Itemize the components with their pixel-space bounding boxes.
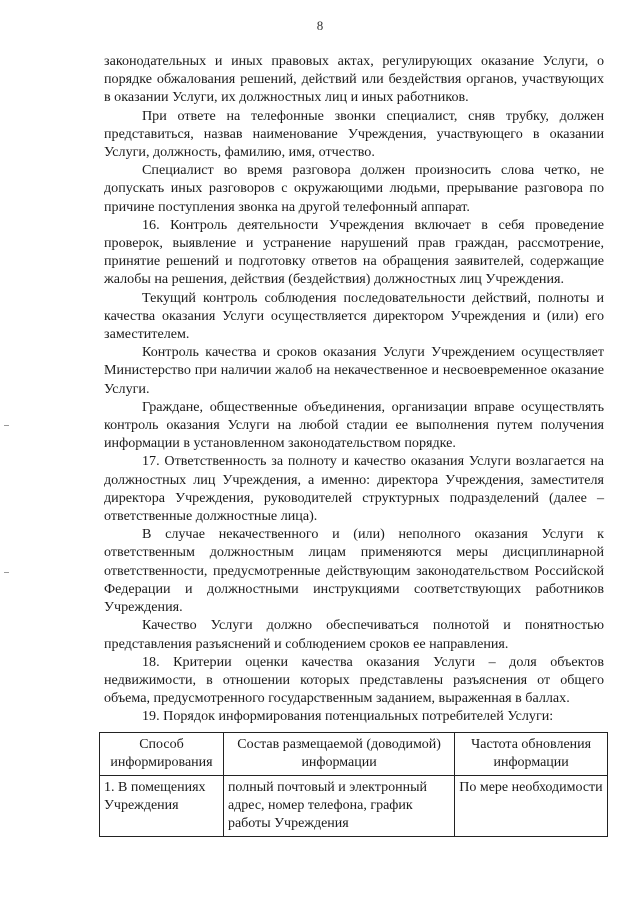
paragraph: При ответе на телефонные звонки специалист, сняв трубку, должен представиться, назвав наименование Учреждения, участвующего в оказании Услуги, должность, фамилию, имя, отчество. — [104, 107, 604, 161]
document-body — [104, 52, 604, 726]
page-number: 8 — [316, 18, 324, 33]
paragraph: 19. Порядок информирования потенциальных потребителей Услуги: — [142, 708, 554, 725]
paragraph: 18. Критерии оценки качества оказания Услуги – доля объектов недвижимости, в отношении которых представлены разъяснения от общего объема, предусмотренного государственным заданием, выраженная в баллах. — [104, 653, 604, 707]
margin-mark — [4, 425, 9, 426]
table-cell: По мере необходимости — [455, 776, 608, 837]
paragraph: Текущий контроль соблюдения последовательности действий, полноты и качества оказания Услуги осуществляется директором Учреждения и (или) его заместителем. — [104, 289, 604, 343]
table-header-row — [100, 733, 608, 776]
table-row — [100, 776, 608, 837]
paragraph: Качество Услуги должно обеспечиваться полнотой и понятностью представления разъяснений и соблюдением сроков ее направления. — [104, 617, 604, 652]
paragraph: законодательных и иных правовых актах, регулирующих оказание Услуги, о порядке обжалования решений, действий или бездействия органов, участвующих в оказании Услуги, их должностных лиц и иных работников. — [104, 53, 604, 106]
paragraph: Контроль качества и сроков оказания Услуги Учреждением осуществляет Министерство при наличии жалоб на некачественное и несвоевременное оказание Услуги. — [104, 344, 604, 397]
paragraph: 17. Ответственность за полноту и качество оказания Услуги возлагается на должностных лиц Учреждения, а именно: директора Учреждения, заместителя директора Учреждения, руководителей структурных подразделений (далее – ответственные должностные лица). — [104, 453, 604, 525]
margin-mark — [4, 572, 9, 573]
paragraph: Граждане, общественные объединения, организации вправе осуществлять контроль оказания Услуги на любой стадии ее выполнения путем получения информации в установленном законодательством порядке. — [104, 398, 604, 452]
paragraph: Специалист во время разговора должен произносить слова четко, не допускать иных разговоров с окружающими людьми, прерывание разговора по причине поступления звонка на другой телефонный аппарат. — [104, 162, 604, 215]
table-header-cell: Состав размещаемой (доводимой) информации — [223, 733, 454, 776]
table-cell: 1. В помещениях Учреждения — [100, 776, 224, 837]
table-header-cell: Способ информирования — [100, 733, 224, 776]
information-table — [99, 732, 608, 837]
table-header-cell: Частота обновления информации — [455, 733, 608, 776]
paragraph: В случае некачественного и (или) неполного оказания Услуги к ответственным должностным лицам применяются меры дисциплинарной ответственности, предусмотренные действующим законодательством Российской Федерации и должностными инструкциями соответствующих работников Учреждения. — [104, 526, 604, 616]
paragraph: 16. Контроль деятельности Учреждения включает в себя проведение проверок, выявление и устранение нарушений прав граждан, рассмотрение, принятие решений и подготовку ответов на обращения заявителей, содержащие жалобы на решения, действия (бездействия) должностных лиц Учреждения. — [104, 216, 604, 288]
table-cell: полный почтовый и электронный адрес, номер телефона, график работы Учреждения — [223, 776, 454, 837]
